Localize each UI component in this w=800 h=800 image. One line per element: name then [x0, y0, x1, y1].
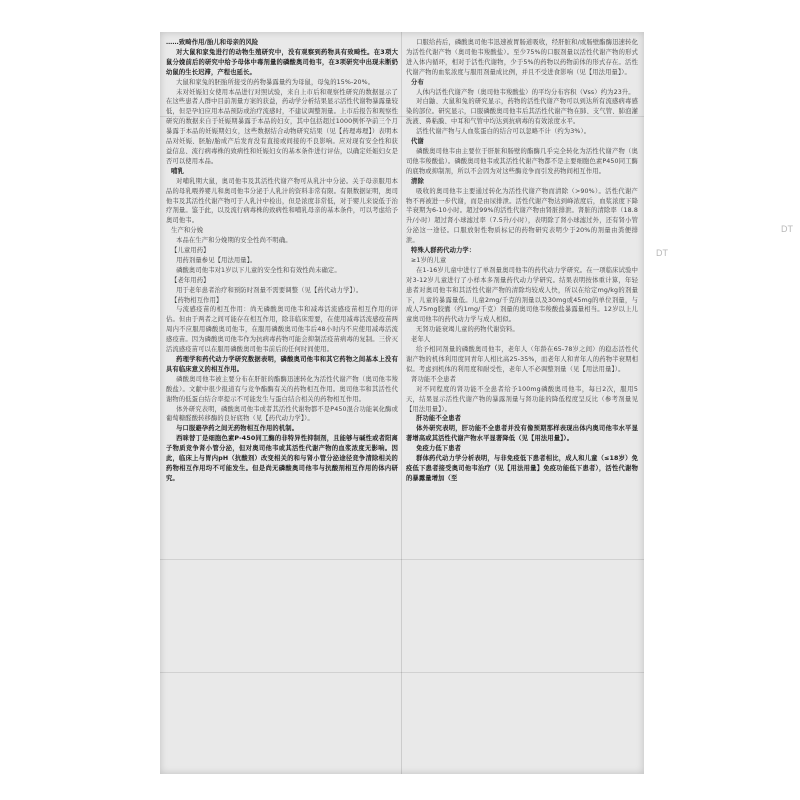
section-heading: ≥1岁的儿童 [411, 256, 447, 264]
text-paragraph: 人体内活性代谢产物（奥司他韦羧酸盐）的平均分布容积（Vss）约为23升。 [416, 88, 635, 96]
text-paragraph: 对大鼠和家兔进行的动物生殖研究中，没有观察到药物具有致畸性。在3项大鼠分娩前后的研究中给予母体中毒剂量的磷酸奥司他韦，在3项研究中出现未断奶幼鼠的生长迟滞，产程也延长。 [166, 48, 398, 76]
text-paragraph: 体外研究表明，磷酸奥司他韦或者其活性代谢物都不是P450混合功能氧化酶或葡萄糖醛酸转移酶的良好底物（见【药代动力学】）。 [166, 405, 398, 423]
text-paragraph: 口服给药后，磷酸奥司他韦迅速被胃肠道吸收，经肝脏和/或肠壁酯酶迅速转化为活性代谢产物（奥司他韦羧酸盐）。至少75%的口服剂量以活性代谢产物的形式进入体内循环，相对于活性代谢物，少于5%的药物以药物前体的形式存在。活性代谢产物的血浆浓度与服用剂量成比例，并且不受进食影响（见【用法用量】）。 [406, 39, 638, 76]
section-heading: 【药物相互作用】 [171, 296, 223, 304]
text-paragraph: 肝功能不全患者 [416, 415, 462, 423]
text-paragraph: 用于老年患者治疗和预防时剂量不需要调整（见【药代动力学】）。 [176, 286, 363, 294]
text-paragraph: 体外研究表明，肝功能不全患者并没有像预期那样表现出体内奥司他韦水平显著增高或其活性代谢产物水平显著降低（见【用法用量】）。 [406, 425, 638, 443]
center-fold [401, 32, 402, 774]
section-heading: 哺乳 [171, 167, 184, 175]
section-heading: 生产和分娩 [171, 227, 204, 235]
text-paragraph: 磷酸奥司他韦被主要分布在肝脏的酯酶迅速转化为活性代谢产物（奥司他韦羧酸盐）。文献中很少报道有与竞争酯酶有关的药物相互作用。奥司他韦和其活性代谢物的低蛋白结合率提示不可能发生与蛋白结合相关的药物相互作用。 [166, 375, 398, 403]
text-paragraph: 药理学和药代动力学研究数据表明，磷酸奥司他韦和其它药物之间基本上没有具有临床意义的相互作用。 [166, 356, 398, 373]
text-paragraph: 本品在生产和分娩期的安全性尚不明确。 [176, 237, 292, 245]
section-heading: 【儿童用药】 [171, 247, 210, 255]
section-heading: 分布 [411, 78, 424, 86]
text-paragraph: 免疫力低下患者 [416, 445, 462, 453]
text-paragraph: 对白鼬、大鼠和兔的研究显示，药物的活性代谢产物可以到达所有流感病毒感染的部位。研究显示，口服磷酸奥司他韦后其活性代谢产物在肺、支气管、肺泡灌洗液、鼻粘膜、中耳和气管中均达到抗病毒的有效浓度水平。 [406, 98, 638, 126]
section-heading: 特殊人群药代动力学： [411, 247, 476, 255]
section-heading: 肾功能不全患者 [411, 375, 456, 383]
text-paragraph: 未对妊娠妇女使用本品进行对照试验，来自上市后和观察性研究的数据显示了在这些患者人群中目前剂量方案的获益，药动学分析结果显示活性代谢物暴露量较低，但是孕妇应用本品预防或治疗流感时，不建议调整剂量。上市后报告和观察性研究的数据来自于妊娠期暴露于本品的妇女，其中包括超过1000例怀孕前三个月暴露于本品的妊娠期妇女，这些数据结合动物研究结果（见【药理毒理】）表明本品对妊娠、胚胎/胎成产后发育没有直接或间接的不良影响。应对现有安全性和获益信息、流行病毒株的致病性和妊娠妇女的基本条件进行评估，以确定妊娠妇女是否可以使用本品。 [166, 88, 398, 165]
section-heading: 【老年用药】 [171, 276, 210, 284]
text-paragraph: 在1-16岁儿童中进行了单剂量奥司他韦的药代动力学研究。在一项临床试验中对3-12岁儿童进行了小样本多剂量药代动力学研究。结果表明按体重计算，年轻患者对奥司他韦和其活性代谢产物的清除均较成人快，所以在给定mg/kg的剂量下，儿童的暴露量低。儿童2mg/千克的剂量以及30mg或45mg的单位剂量，与成人75mg胶囊（约1mg/千克）剂量的奥司他韦羧酸盐暴露量相当。12岁以上儿童奥司他韦的药代动力学与成人相似。 [406, 266, 638, 324]
section-heading: 代谢 [411, 138, 424, 146]
section-heading: 清除 [411, 177, 424, 185]
text-paragraph: 无肾功能衰竭儿童的药物代谢资料。 [416, 326, 519, 334]
package-insert-page [160, 32, 644, 774]
text-paragraph: 大鼠和家兔的胚胎所接受的药物暴露量约为母鼠，母兔的15%-20%。 [176, 78, 375, 86]
text-paragraph: 磷酸奥司他韦对1岁以下儿童的安全性和有效性尚未确定。 [176, 266, 341, 274]
text-paragraph: 与流感疫苗的相互作用：尚无磷酸奥司他韦和减毒活流感疫苗相互作用的评估。但由于两者之间可能存在相互作用，除非临床需要，在使用减毒活流感疫苗两周内不应服用磷酸奥司他韦，在服用磷酸奥司他韦后48小时内不应使用减毒活流感疫苗。因为磷酸奥司他韦作为抗病毒药物可能会抑制活疫苗病毒的复制。三价灭活流感疫苗可以在服用磷酸奥司他韦前后的任何时间使用。 [166, 306, 398, 354]
text-paragraph: 给予相同剂量的磷酸奥司他韦，老年人（年龄在65-78岁之间）的稳态活性代谢产物的机体利用度同青年人相比高25-35%，而老年人和青年人的药物半衰期相似。考虑到机体的利用度和耐受性，老年人不必调整剂量（见【用法用量】）。 [406, 346, 638, 373]
section-heading: 老年人 [411, 336, 431, 344]
text-paragraph: 用药剂量参见【用法用量】。 [176, 256, 257, 264]
text-paragraph: 磷酸奥司他韦由主要位于肝脏和肠壁的酯酶几乎完全转化为活性代谢产物（奥司他韦羧酸盐）。磷酸奥司他韦或其活性代谢产物都不是主要细胞色素P450同工酶的底物或抑制剂，所以不会因为对这些酶竞争而引发药物间相互作用。 [406, 147, 638, 175]
text-paragraph: 对不同程度的肾功能不全患者给予100mg磷酸奥司他韦，每日2次，服用5天，结果显示活性代谢产物的暴露剂量与肾功能的降低程度呈反比（参考剂量见【用法用量】）。 [406, 385, 638, 413]
text-paragraph: 群体药代动力学分析表明，与非免疫低下患者相比，成人和儿童（≤18岁）免疫低下患者接受奥司他韦治疗（见【用法用量】免疫功能低下患者），活性代谢物的暴露量增加（至 [406, 455, 638, 482]
watermark-text: DT [781, 224, 793, 234]
left-text-column [166, 38, 398, 774]
text-paragraph: 吸收的奥司他韦主要通过转化为活性代谢产物而清除（>90%）。活性代谢产物不再被进一步代谢，而是由尿排泄。活性代谢产物达到峰浓度后，血浆浓度下降半衰期为6-10小时。超过99%的活性代谢产物由肾脏排泄。肾脏的清除率（18.8升/小时）超过肾小球滤过率（7.5升/小时），表明除了肾小球滤过外，还有肾小管分泌这一途径。口服放射性物质标记的药物研究表明少于20%的剂量由粪便排泄。 [406, 187, 638, 245]
text-paragraph: 西咪替丁是细胞色素P-450同工酶的非特异性抑制剂，且能够与碱性或者阳离子物质竞争肾小管分泌，但对奥司他韦或其活性代谢产物的血浆浓度无影响。因此，临床上与胃内pH（抗酸剂）改变相关的和与肾小管分泌途径竞争清除相关的药物相互作用均不可能发生。但是尚无磷酸奥司他韦与抗酸剂相互作用的体内研究。 [166, 435, 398, 482]
right-text-column [406, 38, 638, 774]
text-paragraph: 与口服避孕药之间无药物相互作用的机制。 [176, 425, 299, 433]
text-paragraph: 活性代谢产物与人血浆蛋白的结合可以忽略不计（约为3%）。 [416, 128, 591, 136]
text-paragraph: 对哺乳期大鼠，奥司他韦及其活性代谢产物可从乳汁中分泌。关于母亲服用本品的母乳喂养婴儿和奥司他韦分泌于人乳汁的资料非常有限。有限数据证明，奥司他韦及其活性代谢产物可于人乳汁中检出，但是浓度非常低，对于婴儿来说低于治疗剂量。鉴于此，以及流行病毒株的致病性和哺乳母亲的基本条件，可以考虑给予奥司他韦。 [166, 177, 398, 225]
section-heading: ……致畸作用/胎儿和母亲的风险 [166, 39, 259, 46]
watermark-text: DT [656, 248, 668, 258]
